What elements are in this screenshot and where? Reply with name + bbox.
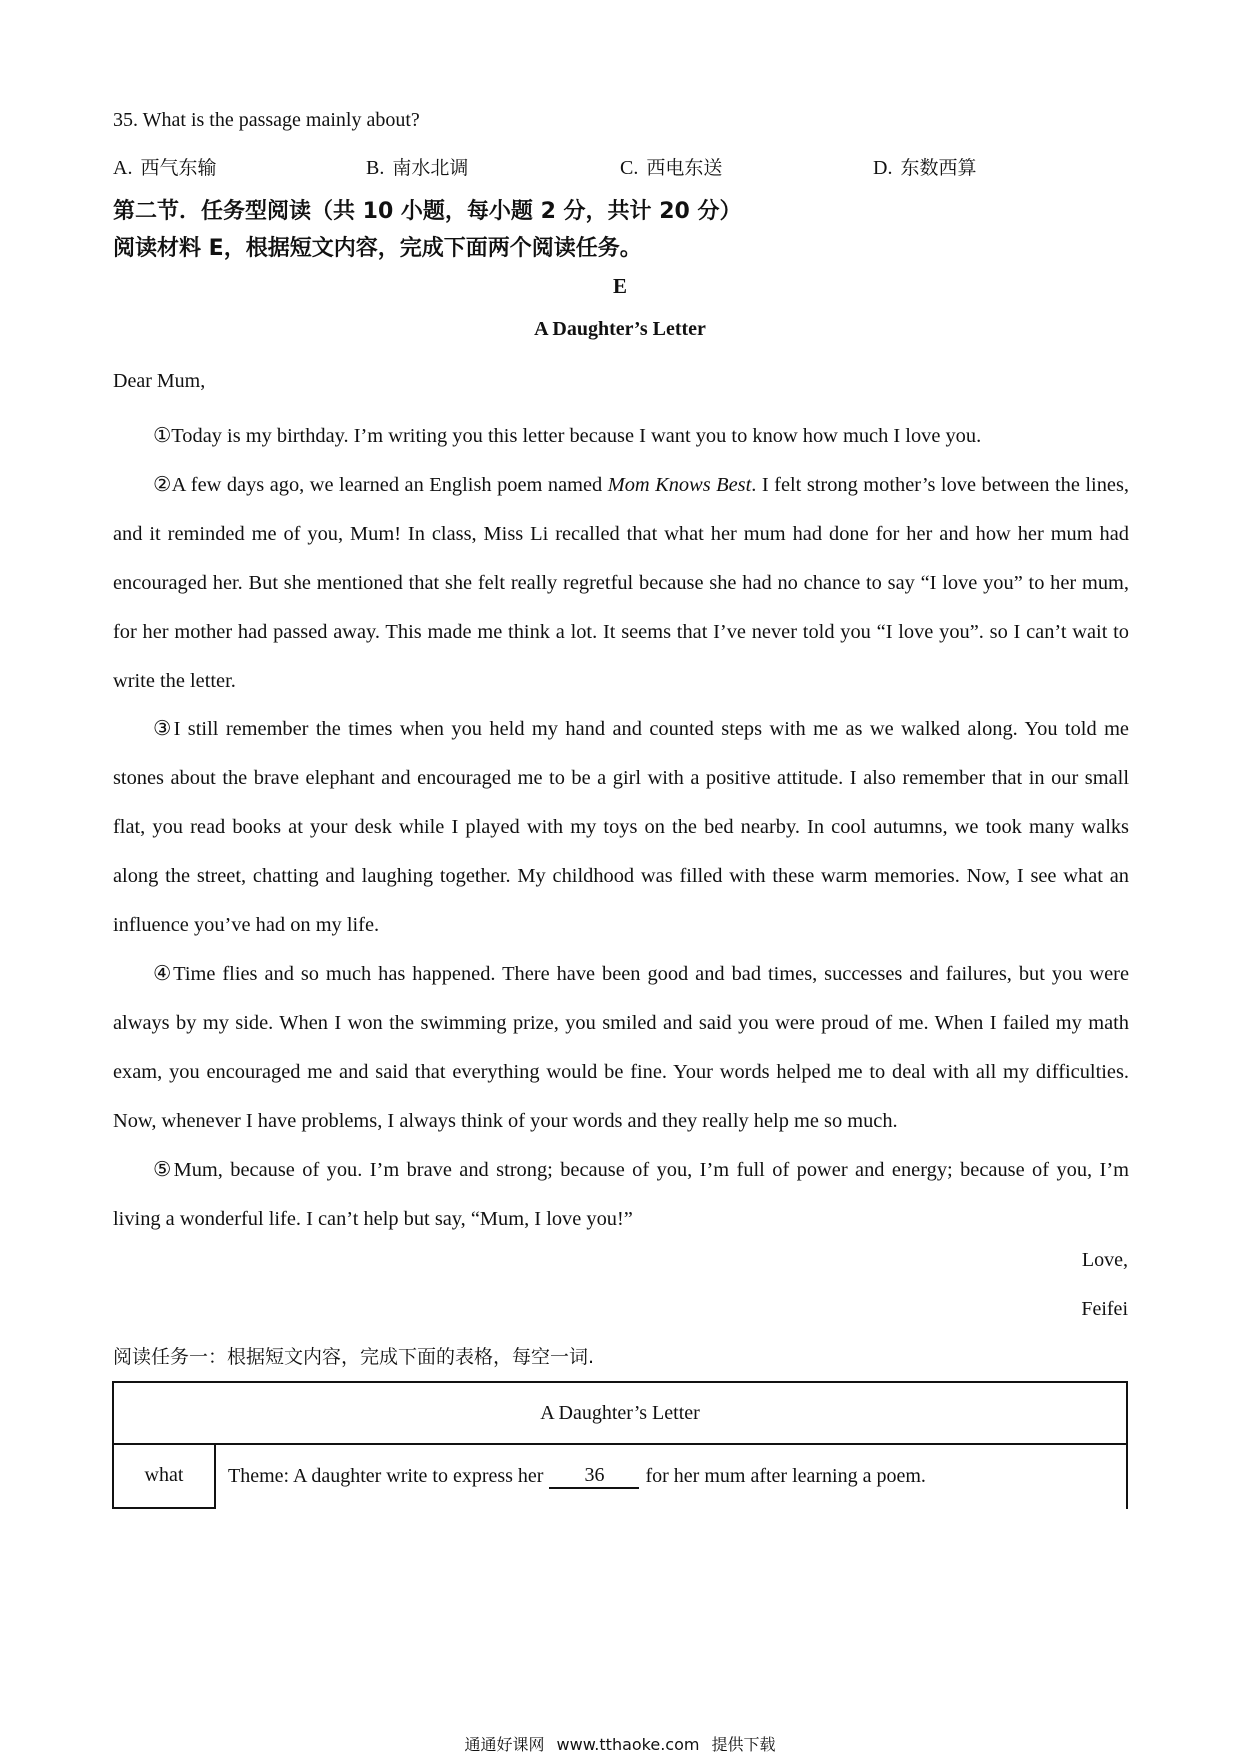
option-b-letter: B. <box>366 157 385 179</box>
option-a-letter: A. <box>113 157 133 179</box>
letter-salutation: Dear Mum, <box>113 370 206 392</box>
table-row-label: what <box>112 1443 216 1509</box>
poem-title: Mom Knows Best <box>607 474 752 496</box>
task-one-table <box>112 1381 1128 1513</box>
table-row-content <box>214 1443 1128 1509</box>
option-b-text: 南水北调 <box>392 157 469 179</box>
theme-text-start: Theme: A daughter write to express her <box>228 1464 544 1487</box>
paragraph-1: ①Today is my birthday. I’m writing you this letter because I want you to know how much I love you. <box>153 425 982 447</box>
option-a[interactable] <box>113 154 216 182</box>
paragraph-4: ④Time flies and so much has happened. There have been good and bad times, successes and failures, but you were always by my side. When I won the swimming prize, you smiled and said you were proud of me. When I failed my math exam, you encouraged me and said that everything would be fine. Your words helped me to deal with all my difficulties. Now, whenever I have problems, I always think of your words and they really help me so much. <box>113 963 1129 1132</box>
option-b[interactable] <box>366 154 468 182</box>
paragraph-2-start: ②A few days ago, we learned an English poem named <box>153 474 608 496</box>
option-d-text: 东数西算 <box>900 157 977 179</box>
letter-closing: Love, <box>1081 1249 1128 1271</box>
option-a-text: 西气东输 <box>140 157 217 179</box>
table-header: A Daughter’s Letter <box>112 1381 1128 1445</box>
option-d[interactable] <box>873 154 976 182</box>
option-c[interactable] <box>620 154 722 182</box>
theme-text-end: for her mum after learning a poem. <box>645 1464 926 1487</box>
section-instruction: 阅读材料 E，根据短文内容，完成下面两个阅读任务。 <box>113 236 642 261</box>
footer-url[interactable]: www.tthaoke.com <box>556 1735 700 1754</box>
question-35-stem: 35. What is the passage mainly about? <box>113 109 420 131</box>
footer-site-name: 通通好课网 <box>464 1735 545 1754</box>
paragraph-2 <box>113 461 1129 706</box>
table-row <box>112 1443 1128 1509</box>
task-one-instruction: 阅读任务一：根据短文内容，完成下面的表格，每空一词. <box>113 1346 595 1368</box>
option-c-letter: C. <box>620 157 639 179</box>
passage-label: E <box>612 274 627 298</box>
page-footer <box>0 1732 1240 1755</box>
paragraph-5: ⑤Mum, because of you. I’m brave and strong; because of you, I’m full of power and energy; because of you, I’m living a wonderful life. I can’t help but say, “Mum, I love you!” <box>113 1159 1129 1230</box>
paragraph-3: ③I still remember the times when you held my hand and counted steps with me as we walked along. You told me stones about the brave elephant and encouraged me to be a girl with a positive attitude. I also remember that in our small flat, you read books at your desk while I played with my toys on the bed nearby. In cool autumns, we took many walks along the street, chatting and laughing together. My childhood was filled with these warm memories. Now, I see what an influence you’ve had on my life. <box>113 718 1129 936</box>
option-c-text: 西电东送 <box>646 157 723 179</box>
paragraph-2-rest: . I felt strong mother’s love between the lines, and it reminded me of you, Mum! In class, Miss Li recalled that what her mum had done for her and how her mum had encouraged her. But she mentioned that she felt really regretful because she had no chance to say “I love you” to her mum, for her mother had passed away. This made me think a lot. It seems that I’ve never told you “I love you”. so I can’t wait to write the letter. <box>113 474 1129 692</box>
footer-note: 提供下载 <box>711 1735 776 1754</box>
section-title: 第二节．任务型阅读（共 10 小题，每小题 2 分，共计 20 分） <box>113 199 742 224</box>
option-d-letter: D. <box>873 157 893 179</box>
letter-signature: Feifei <box>1081 1298 1128 1320</box>
blank-36[interactable]: 36 <box>549 1463 639 1489</box>
letter-title: A Daughter’s Letter <box>534 318 706 340</box>
